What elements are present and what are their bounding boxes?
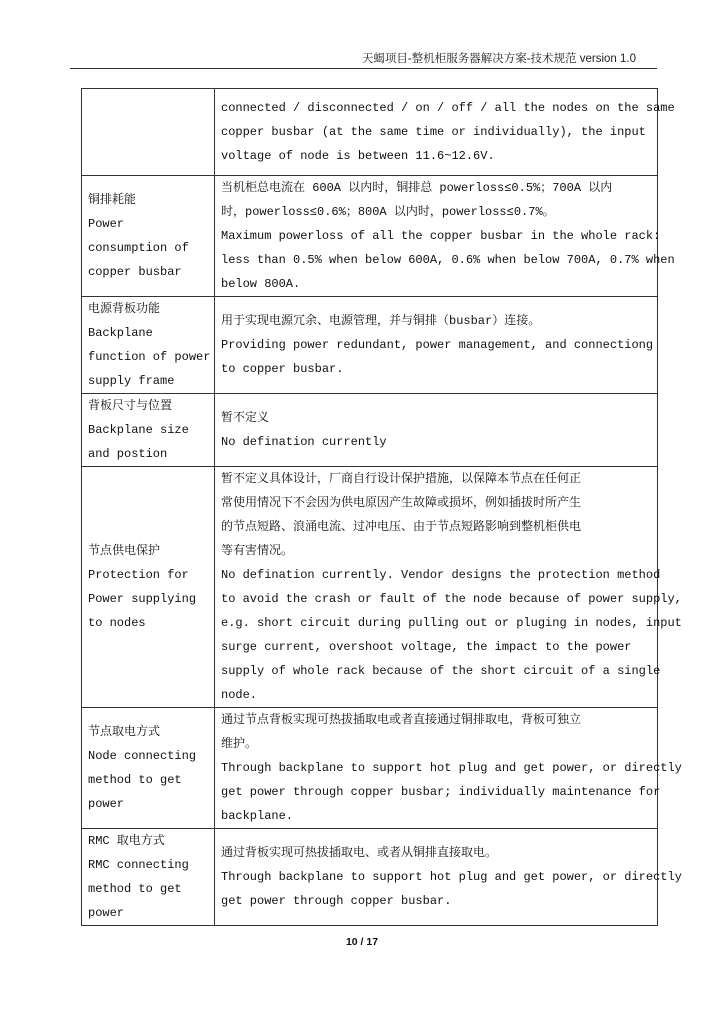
text-line: get power through copper busbar; individually maintenance for	[221, 785, 661, 799]
text-line: method to get	[88, 773, 182, 787]
text-line: 通过背板实现可热拔插取电、或者从铜排直接取电。	[221, 846, 498, 860]
text-line: less than 0.5% when below 600A, 0.6% when below 700A, 0.7% when	[221, 253, 675, 267]
text-line: 暂不定义	[221, 411, 270, 425]
text-line: to copper busbar.	[221, 362, 344, 376]
text-line: supply of whole rack because of the short circuit of a single	[221, 664, 661, 678]
row-label-cell	[82, 829, 215, 926]
spec-table	[81, 88, 682, 926]
row-content-cell	[215, 829, 682, 926]
text-line: Providing power redundant, power management, and connectiong	[221, 338, 654, 352]
text-line: Power supplying	[88, 592, 197, 606]
text-line: voltage of node is between 11.6~12.6V.	[221, 149, 495, 163]
text-line: e.g. short circuit during pulling out or pluging in nodes, input	[221, 616, 682, 630]
text-line: 维护。	[221, 737, 258, 751]
table-row	[82, 176, 658, 297]
text-line: node.	[221, 688, 258, 702]
text-line: consumption of	[88, 241, 189, 255]
text-line: 背板尺寸与位置	[88, 399, 173, 413]
table-row	[82, 467, 658, 708]
row-content-cell	[215, 176, 675, 297]
text-line: RMC connecting	[88, 858, 189, 872]
text-line: 暂不定义具体设计，厂商自行设计保护措施，以保障本节点在任何正	[221, 472, 582, 486]
text-line: 时，powerloss≤0.6%；800A 以内时，powerloss≤0.7%。	[221, 205, 555, 219]
row-content-cell	[215, 708, 682, 829]
text-line: Through backplane to support hot plug and get power, or directly	[221, 761, 682, 775]
table-row	[82, 829, 658, 926]
row-content-cell	[215, 394, 658, 467]
text-line: 当机柜总电流在 600A 以内时，铜排总 powerloss≤0.5%；700A 以内	[221, 181, 613, 195]
text-line: surge current, overshoot voltage, the impact to the power	[221, 640, 632, 654]
text-line: 的节点短路、浪涌电流、过冲电压、由于节点短路影响到整机柜供电	[221, 520, 582, 534]
text-line: power	[88, 797, 125, 811]
text-line: to avoid the crash or fault of the node because of power supply,	[221, 592, 682, 606]
row-label-cell	[82, 467, 215, 708]
text-line: 等有害情况。	[221, 544, 294, 558]
text-line: supply frame	[88, 374, 175, 388]
text-line: Through backplane to support hot plug and get power, or directly	[221, 870, 682, 884]
page-header-title: 天蝎项目-整机柜服务器解决方案-技术规范 version 1.0	[361, 53, 636, 65]
text-line: below 800A.	[221, 277, 301, 291]
row-content-cell	[215, 467, 682, 708]
table-row	[82, 297, 658, 394]
text-line: function of power	[88, 350, 211, 364]
row-label-cell	[82, 394, 215, 467]
text-line: get power through copper busbar.	[221, 894, 452, 908]
text-line: Maximum powerloss of all the copper busbar in the whole rack:	[221, 229, 661, 243]
text-line: 铜排耗能	[88, 193, 137, 207]
text-line: RMC 取电方式	[88, 834, 165, 848]
table-row	[82, 89, 658, 176]
text-line: connected / disconnected / on / off / all the nodes on the same	[221, 101, 675, 115]
text-line: 节点取电方式	[88, 725, 161, 739]
text-line: Node connecting	[88, 749, 197, 763]
text-line: Power	[88, 217, 125, 231]
text-line: backplane.	[221, 809, 294, 823]
text-line: 常使用情况下不会因为供电原因产生故障或损坏，例如插拔时所产生	[221, 496, 582, 510]
text-line: No defination currently	[221, 435, 387, 449]
text-line: 用于实现电源冗余、电源管理，并与铜排（busbar）连接。	[221, 314, 541, 328]
row-label-cell	[82, 89, 215, 176]
text-line: Backplane size	[88, 423, 189, 437]
text-line: 电源背板功能	[88, 302, 161, 316]
text-line: No defination currently. Vendor designs the protection method	[221, 568, 661, 582]
row-content-cell	[215, 297, 658, 394]
header-divider	[70, 68, 657, 69]
text-line: method to get	[88, 882, 182, 896]
text-line: copper busbar (at the same time or individually), the input	[221, 125, 646, 139]
text-line: to nodes	[88, 616, 146, 630]
text-line: copper busbar	[88, 265, 182, 279]
row-label-cell	[82, 176, 215, 297]
text-line: 通过节点背板实现可热拔插取电或者直接通过铜排取电，背板可独立	[221, 713, 582, 727]
row-label-cell	[82, 297, 215, 394]
table-row	[82, 708, 658, 829]
text-line: Protection for	[88, 568, 189, 582]
text-line: and postion	[88, 447, 168, 461]
row-label-cell	[82, 708, 215, 829]
table-row	[82, 394, 658, 467]
row-content-cell	[215, 89, 675, 176]
page-number: 10 / 17	[345, 936, 379, 948]
text-line: Backplane	[88, 326, 153, 340]
text-line: power	[88, 906, 125, 920]
text-line: 节点供电保护	[88, 544, 161, 558]
